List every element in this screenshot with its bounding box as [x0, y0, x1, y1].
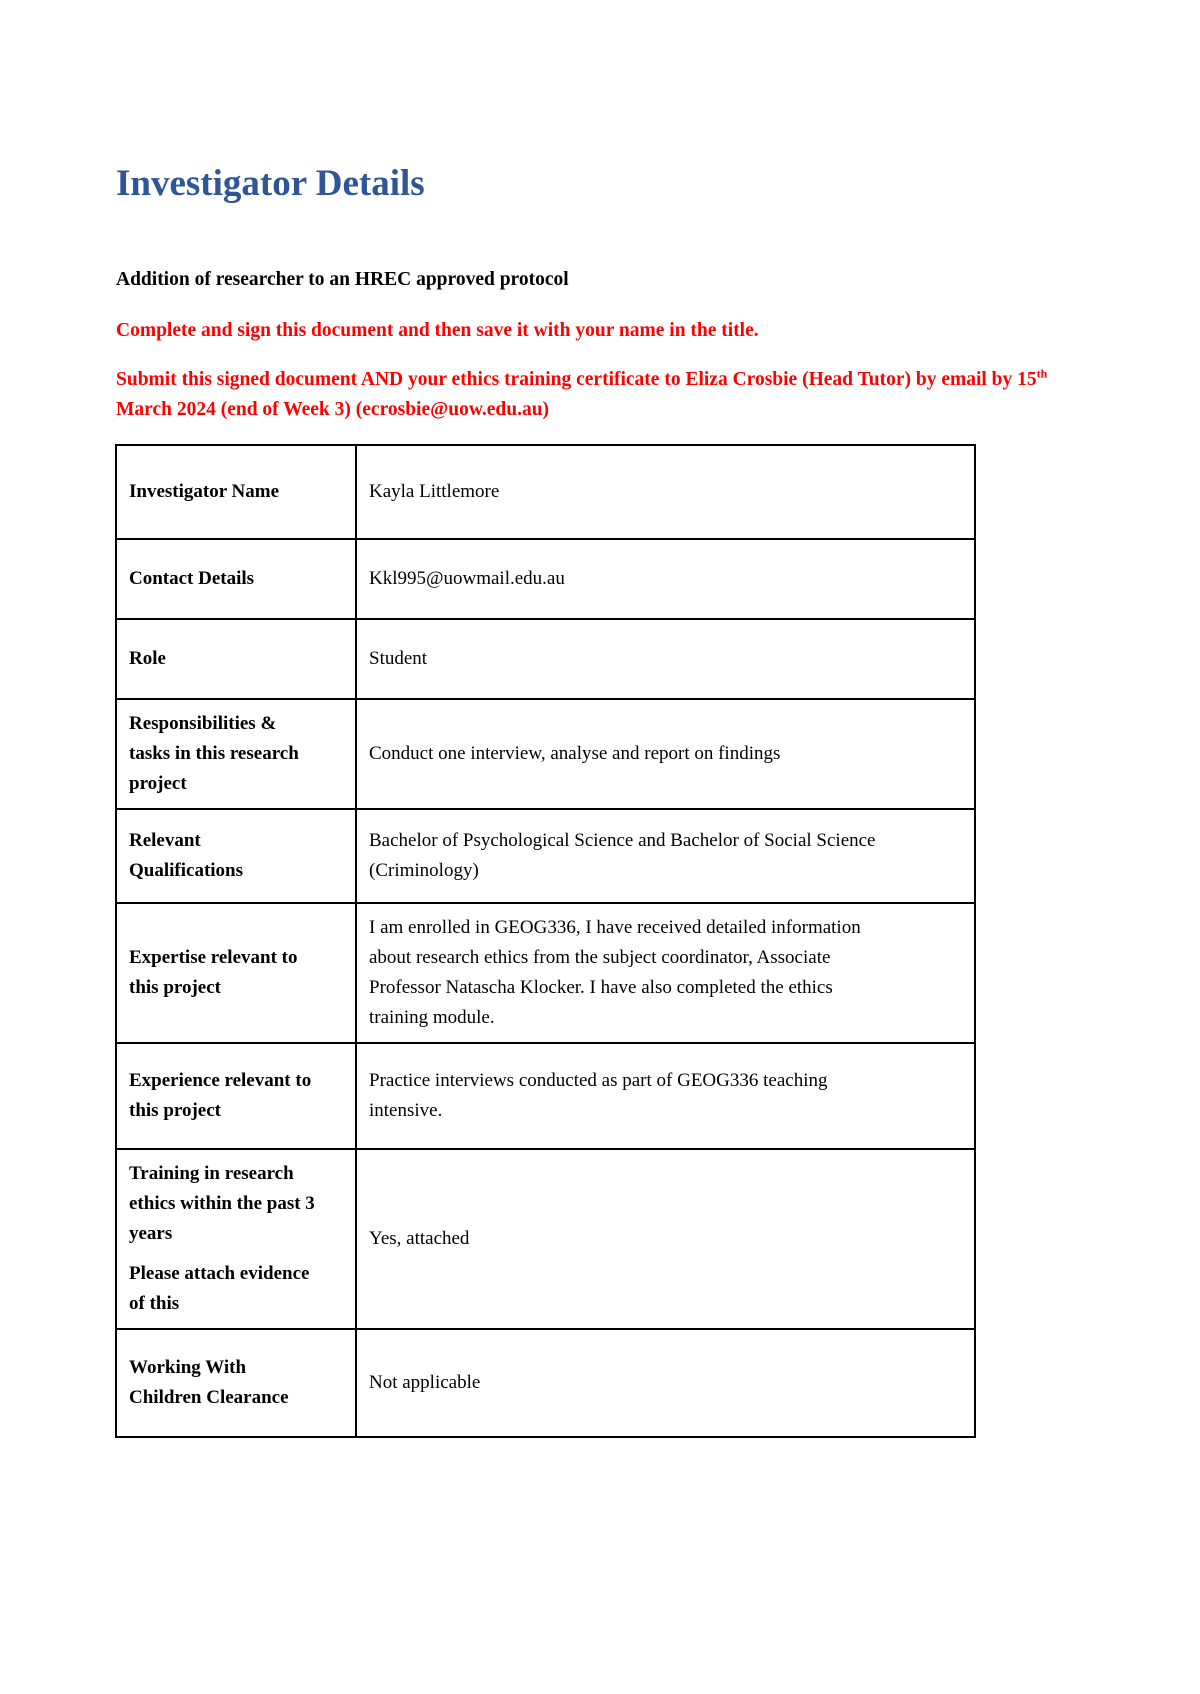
value-line: (Criminology): [369, 860, 479, 881]
table-row: [116, 1149, 975, 1329]
value-line: Conduct one interview, analyse and report on findings: [369, 743, 781, 764]
value-line: Yes, attached: [369, 1228, 470, 1249]
value-line: training module.: [369, 1007, 495, 1028]
row-value-investigator-name: [356, 445, 975, 539]
value-line: intensive.: [369, 1100, 443, 1121]
label-line: years: [129, 1223, 173, 1244]
label-line: Responsibilities &: [129, 713, 277, 734]
label-spacer: [129, 1249, 345, 1259]
page-title: Investigator Details: [116, 163, 425, 204]
label-note-line: of this: [129, 1293, 180, 1314]
value-line: Not applicable: [369, 1372, 481, 1393]
row-label-responsibilities: [116, 699, 356, 809]
document-subtitle: Addition of researcher to an HREC approved protocol: [116, 269, 569, 290]
label-line: Role: [129, 648, 166, 669]
table-row: [116, 1329, 975, 1437]
ordinal-suffix: th: [1036, 366, 1048, 381]
label-line: Contact Details: [129, 568, 255, 589]
label-line: this project: [129, 977, 221, 998]
label-line: Relevant: [129, 830, 201, 851]
table-row: [116, 445, 975, 539]
row-value-ethics-training: [356, 1149, 975, 1329]
label-line: Working With: [129, 1357, 247, 1378]
label-line: tasks in this research: [129, 743, 299, 764]
investigator-details-table: [115, 444, 976, 1438]
row-value-role: [356, 619, 975, 699]
row-label-ethics-training: [116, 1149, 356, 1329]
value-line: Kkl995@uowmail.edu.au: [369, 568, 565, 589]
label-line: project: [129, 773, 187, 794]
row-value-contact-details: [356, 539, 975, 619]
instruction-complete-sign: Complete and sign this document and then save it with your name in the title.: [116, 320, 759, 341]
table-row: [116, 1043, 975, 1149]
row-label-expertise: [116, 903, 356, 1043]
value-line: Student: [369, 648, 428, 669]
row-label-contact-details: [116, 539, 356, 619]
value-line: Kayla Littlemore: [369, 481, 500, 502]
label-note-line: Please attach evidence: [129, 1263, 310, 1284]
instruction-submit-text: Submit this signed document AND your ethics training certificate to Eliza Crosbie (Head Tutor) by email by 15: [116, 369, 1037, 390]
row-value-qualifications: [356, 809, 975, 903]
label-line: this project: [129, 1100, 221, 1121]
table-row: [116, 619, 975, 699]
table-row: [116, 903, 975, 1043]
label-line: Investigator Name: [129, 481, 280, 502]
row-label-wwcc: [116, 1329, 356, 1437]
value-line: Bachelor of Psychological Science and Bachelor of Social Science: [369, 830, 876, 851]
row-label-investigator-name: [116, 445, 356, 539]
label-line: Qualifications: [129, 860, 244, 881]
value-line: Practice interviews conducted as part of GEOG336 teaching: [369, 1070, 828, 1091]
row-value-expertise: [356, 903, 975, 1043]
label-line: Training in research: [129, 1163, 294, 1184]
instruction-submit-text-end: March 2024 (end of Week 3) (ecrosbie@uow.edu.au): [116, 399, 550, 420]
table-row: [116, 809, 975, 903]
label-line: Expertise relevant to: [129, 947, 298, 968]
row-value-responsibilities: [356, 699, 975, 809]
label-line: ethics within the past 3: [129, 1193, 315, 1214]
value-line: I am enrolled in GEOG336, I have received detailed information: [369, 917, 861, 938]
label-line: Experience relevant to: [129, 1070, 312, 1091]
label-line: Children Clearance: [129, 1387, 289, 1408]
row-label-experience: [116, 1043, 356, 1149]
row-label-qualifications: [116, 809, 356, 903]
table-row: [116, 539, 975, 619]
row-value-wwcc: [356, 1329, 975, 1437]
row-value-experience: [356, 1043, 975, 1149]
value-line: Professor Natascha Klocker. I have also completed the ethics: [369, 977, 833, 998]
instruction-submit: [116, 365, 1076, 425]
row-label-role: [116, 619, 356, 699]
value-line: about research ethics from the subject coordinator, Associate: [369, 947, 831, 968]
table-row: [116, 699, 975, 809]
